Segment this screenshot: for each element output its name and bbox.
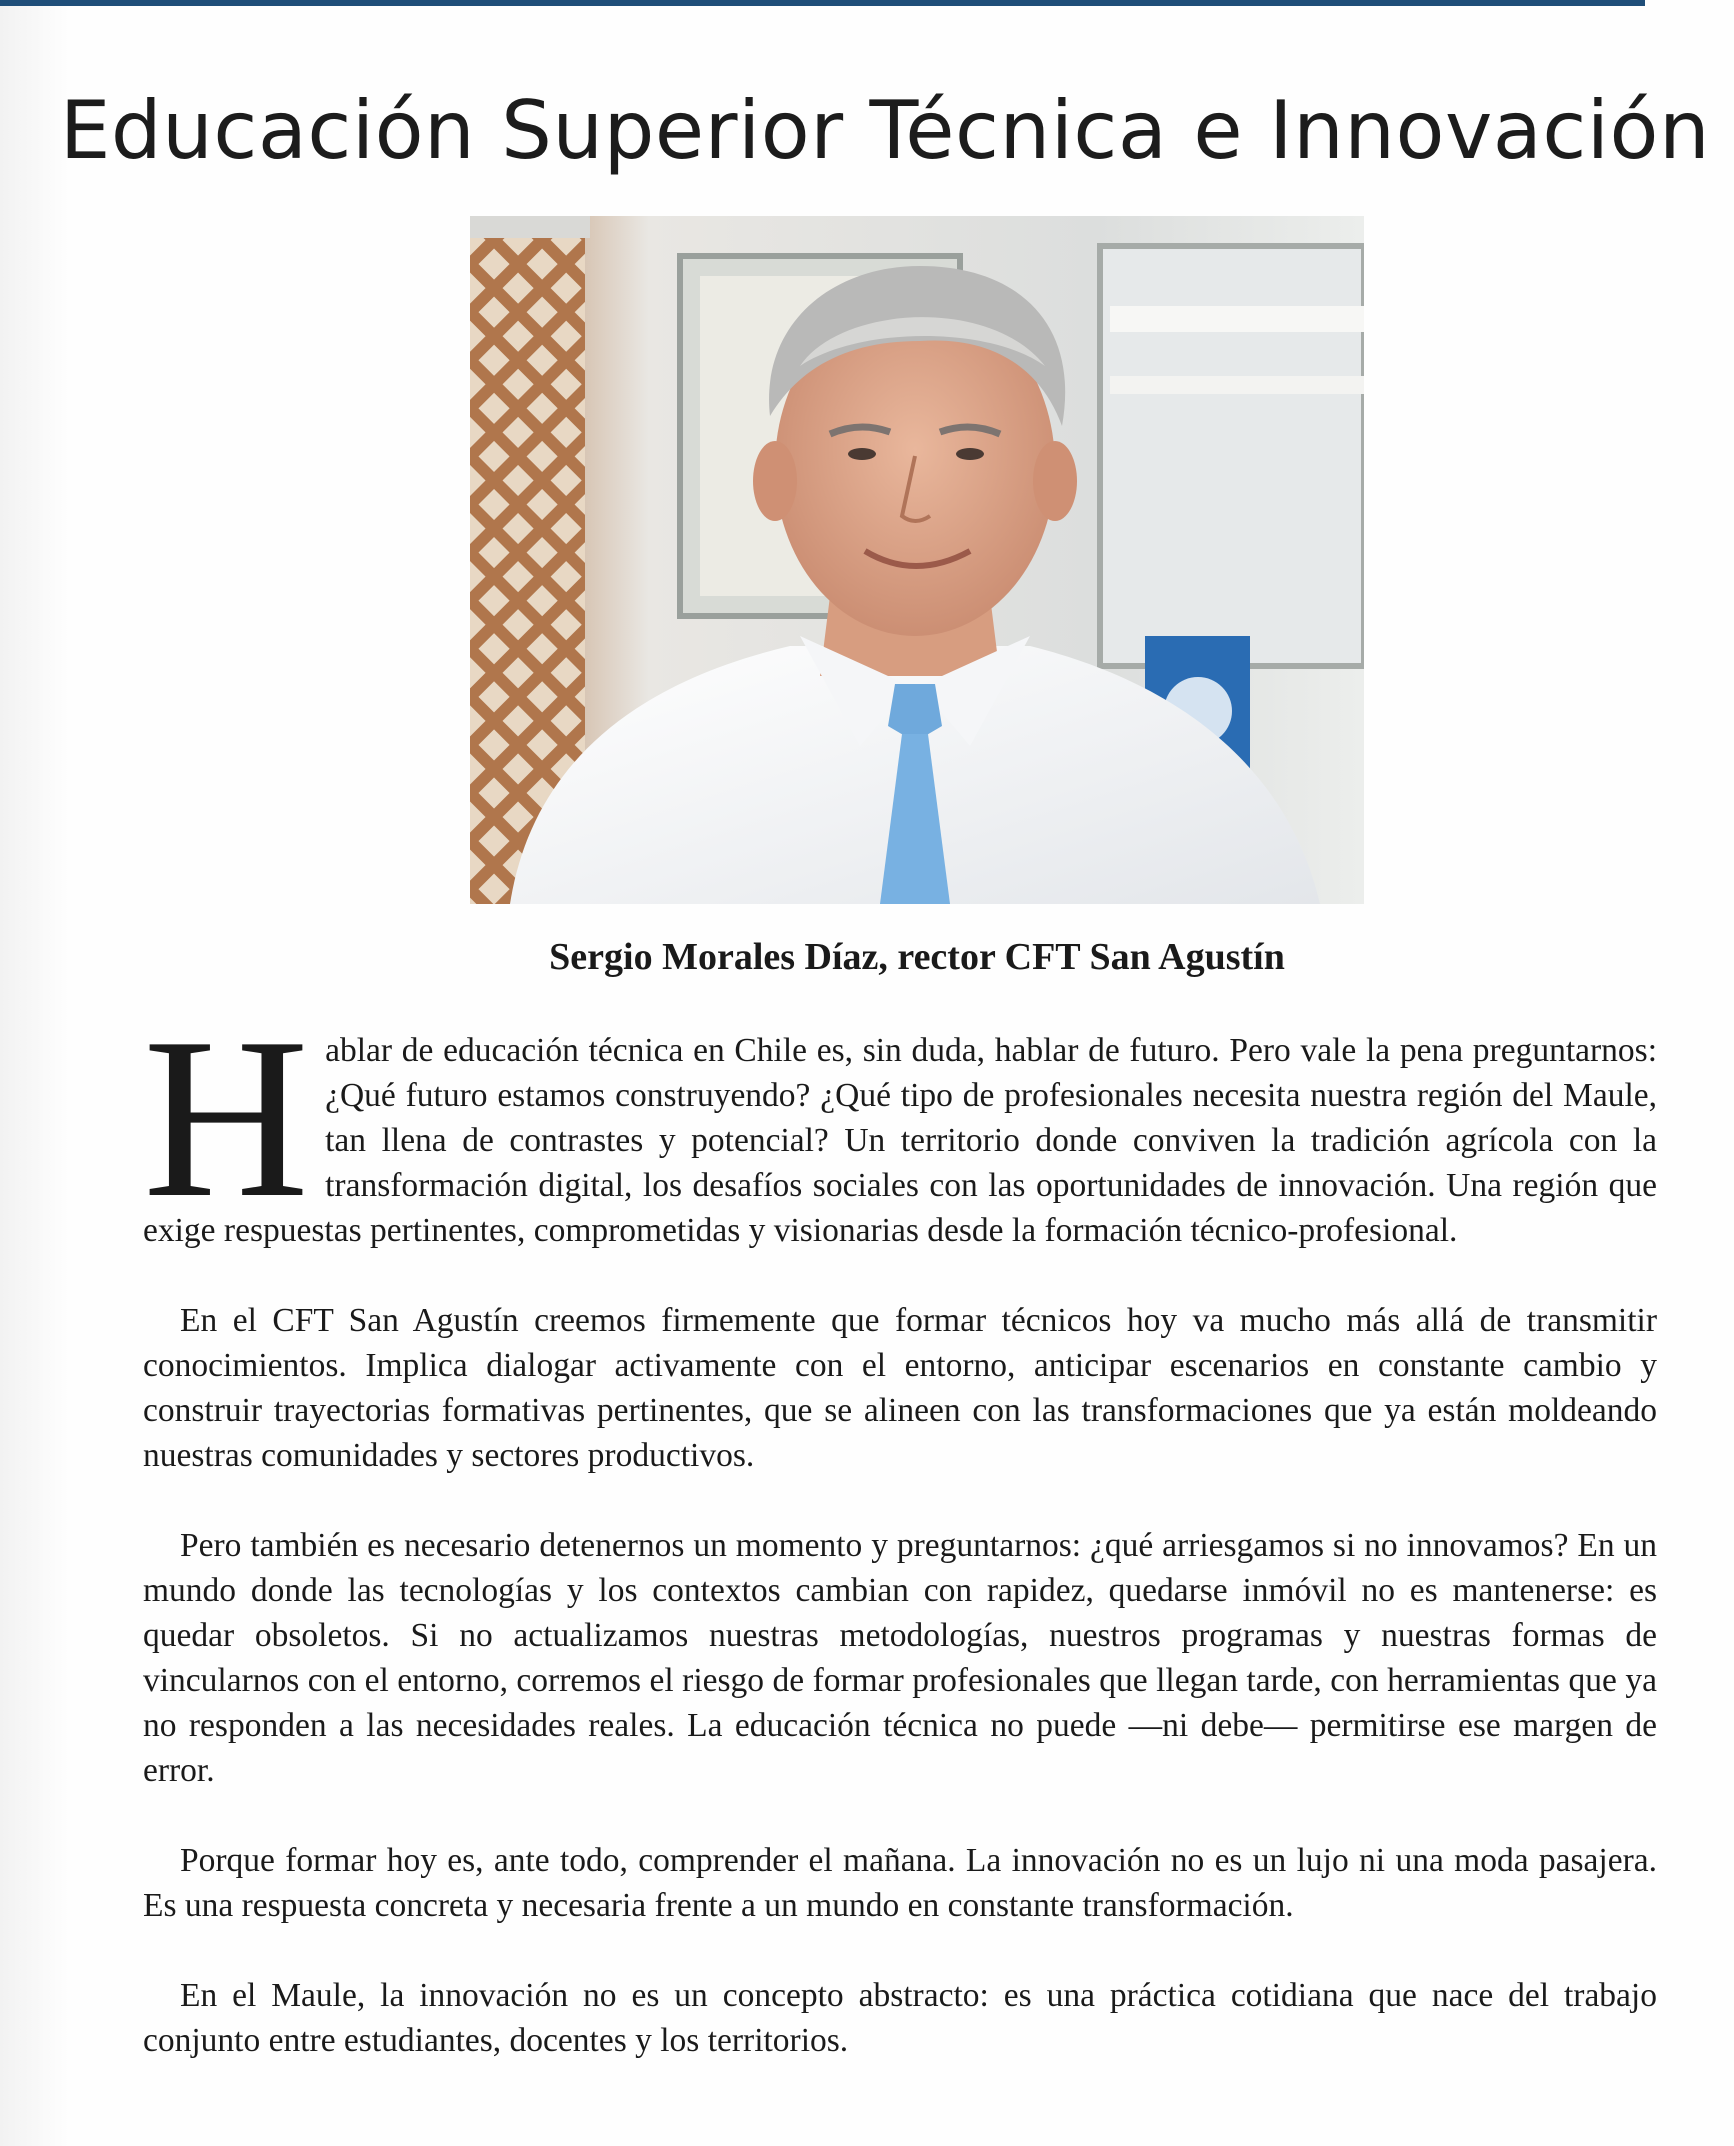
article-body bbox=[143, 990, 1657, 2108]
top-rule bbox=[0, 0, 1645, 6]
portrait-photo bbox=[470, 216, 1364, 904]
page-gutter-shadow bbox=[0, 0, 70, 2146]
paragraph-1 bbox=[143, 990, 1657, 1253]
paragraph-4: Porque formar hoy es, ante todo, comprender el mañana. La innovación no es un lujo ni una moda pasajera. Es una respuesta concreta y necesaria frente a un mundo en constante transformación. bbox=[143, 1842, 1657, 1924]
drop-cap: H bbox=[143, 990, 310, 1245]
paragraph-1-text: ablar de educación técnica en Chile es, sin duda, hablar de futuro. Pero vale la pena preguntarnos: ¿Qué futuro estamos construyendo? ¿Qué tipo de profesionales necesita nuestra región del Maule, tan llena de contrastes y potencial? Un territorio donde conviven la tradición agrícola con la transformación digital, los desafíos sociales con las oportunidades de innovación. Una región que exige respuestas pertinentes, comprometidas y visionarias desde la formación técnico-profesional. bbox=[143, 1032, 1657, 1249]
paragraph-5: En el Maule, la innovación no es un concepto abstracto: es una práctica cotidiana que nace del trabajo conjunto entre estudiantes, docentes y los territorios. bbox=[143, 1977, 1657, 2059]
photo-caption: Sergio Morales Díaz, rector CFT San Agustín bbox=[549, 936, 1285, 978]
page-title: Educación Superior Técnica e Innovación bbox=[59, 83, 1711, 177]
paragraph-2: En el CFT San Agustín creemos firmemente que formar técnicos hoy va mucho más allá de transmitir conocimientos. Implica dialogar activamente con el entorno, anticipar escenarios en constante cambio y construir trayectorias formativas pertinentes, que se alineen con las transformaciones que ya están moldeando nuestras comunidades y sectores productivos. bbox=[143, 1302, 1657, 1474]
paragraph-3: Pero también es necesario detenernos un momento y preguntarnos: ¿qué arriesgamos si no innovamos? En un mundo donde las tecnologías y los contextos cambian con rapidez, quedarse inmóvil no es mantenerse: es quedar obsoletos. Si no actualizamos nuestras metodologías, nuestros programas y nuestras formas de vincularnos con el entorno, corremos el riesgo de formar profesionales que llegan tarde, con herramientas que ya no responden a las necesidades reales. La educación técnica no puede —ni debe— permitirse ese margen de error. bbox=[143, 1527, 1657, 1789]
